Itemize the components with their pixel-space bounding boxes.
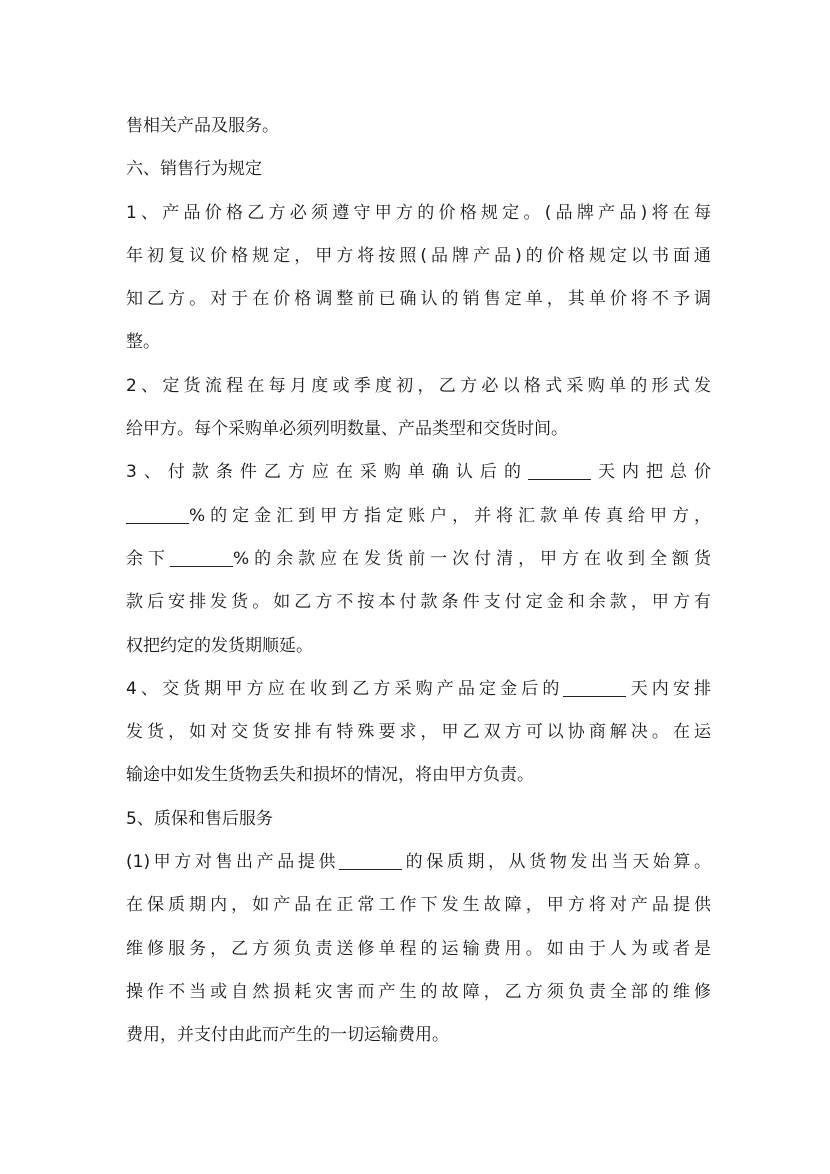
- text-line: [126, 538, 711, 581]
- paragraph: [126, 798, 711, 841]
- text-line: [126, 1014, 711, 1057]
- fill-in-blank: [563, 695, 626, 697]
- paragraph: [126, 668, 711, 798]
- text-segment: 售相关产品及服务。: [126, 116, 279, 136]
- text-line: [126, 408, 711, 451]
- text-segment: 5、质保和售后服务: [126, 808, 273, 829]
- text-segment: 维修服务，乙方须负责送修单程的运输费用。如由于人为或者是: [126, 938, 711, 959]
- text-line: [126, 278, 711, 321]
- text-segment: 权把约定的发货期顺延。: [126, 635, 313, 656]
- text-segment: 款后安排发货。如乙方不按本付款条件支付定金和余款，甲方有: [126, 592, 711, 613]
- text-segment: 给甲方。每个采购单必须列明数量、产品类型和交货时间。: [126, 419, 568, 440]
- text-segment: 知乙方。对于在价格调整前已确认的销售定单，其单价将不予调: [126, 289, 711, 310]
- text-segment: %的定金汇到甲方指定账户，并将汇款单传真给甲方，: [189, 505, 711, 526]
- text-line: [126, 928, 711, 971]
- text-segment: 天内把总价: [590, 462, 711, 483]
- text-line: [126, 711, 711, 754]
- text-segment: 天内安排: [626, 678, 711, 699]
- fill-in-blank: [126, 522, 189, 524]
- text-segment: 操作不当或自然损耗灾害而产生的故障，乙方须负责全部的维修: [126, 981, 711, 1002]
- text-line: [126, 668, 711, 711]
- text-segment: 在保质期内，如产品在正常工作下发生故障，甲方将对产品提供: [126, 895, 711, 916]
- text-segment: 输途中如发生货物丢失和损坏的情况，将由甲方负责。: [126, 765, 534, 786]
- text-segment: 1、产品价格乙方必须遵守甲方的价格规定。(品牌产品)将在每: [126, 202, 711, 223]
- paragraph: [126, 148, 711, 191]
- text-line: [126, 971, 711, 1014]
- text-line: [126, 581, 711, 624]
- text-line: [126, 451, 711, 494]
- paragraph: [126, 365, 711, 452]
- text-segment: 六、销售行为规定: [126, 159, 262, 180]
- text-line: [126, 841, 711, 884]
- text-line: [126, 105, 711, 148]
- text-segment: 余下: [126, 548, 170, 569]
- text-segment: 4、交货期甲方应在收到乙方采购产品定金后的: [126, 678, 564, 699]
- text-segment: 的保质期，从货物发出当天始算。: [402, 852, 711, 873]
- text-line: [126, 798, 711, 841]
- text-segment: (1)甲方对售出产品提供: [126, 852, 340, 873]
- paragraph: [126, 841, 711, 1057]
- text-line: [126, 884, 711, 927]
- text-line: [126, 365, 711, 408]
- text-segment: 费用，并支付由此而产生的一切运输费用。: [126, 1025, 449, 1046]
- text-line: [126, 321, 711, 364]
- text-segment: 2、定货流程在每月度或季度初，乙方必以格式采购单的形式发: [126, 375, 711, 396]
- fill-in-blank: [339, 868, 402, 870]
- document-body: [126, 105, 711, 1058]
- text-line: [126, 148, 711, 191]
- paragraph: [126, 105, 711, 148]
- text-line: [126, 754, 711, 797]
- fill-in-blank: [170, 565, 233, 567]
- text-segment: %的余款应在发货前一次付清，甲方在收到全额货: [233, 548, 712, 569]
- text-segment: 3、付款条件乙方应在采购单确认后的: [126, 462, 528, 483]
- text-line: [126, 192, 711, 235]
- paragraph: [126, 451, 711, 667]
- paragraph: [126, 192, 711, 365]
- text-segment: 发货，如对交货安排有特殊要求，甲乙双方可以协商解决。在运: [126, 722, 711, 743]
- text-line: [126, 235, 711, 278]
- text-segment: 年初复议价格规定，甲方将按照(品牌产品)的价格规定以书面通: [126, 245, 711, 266]
- text-line: [126, 625, 711, 668]
- text-line: [126, 495, 711, 538]
- fill-in-blank: [528, 478, 591, 480]
- text-segment: 整。: [126, 332, 160, 353]
